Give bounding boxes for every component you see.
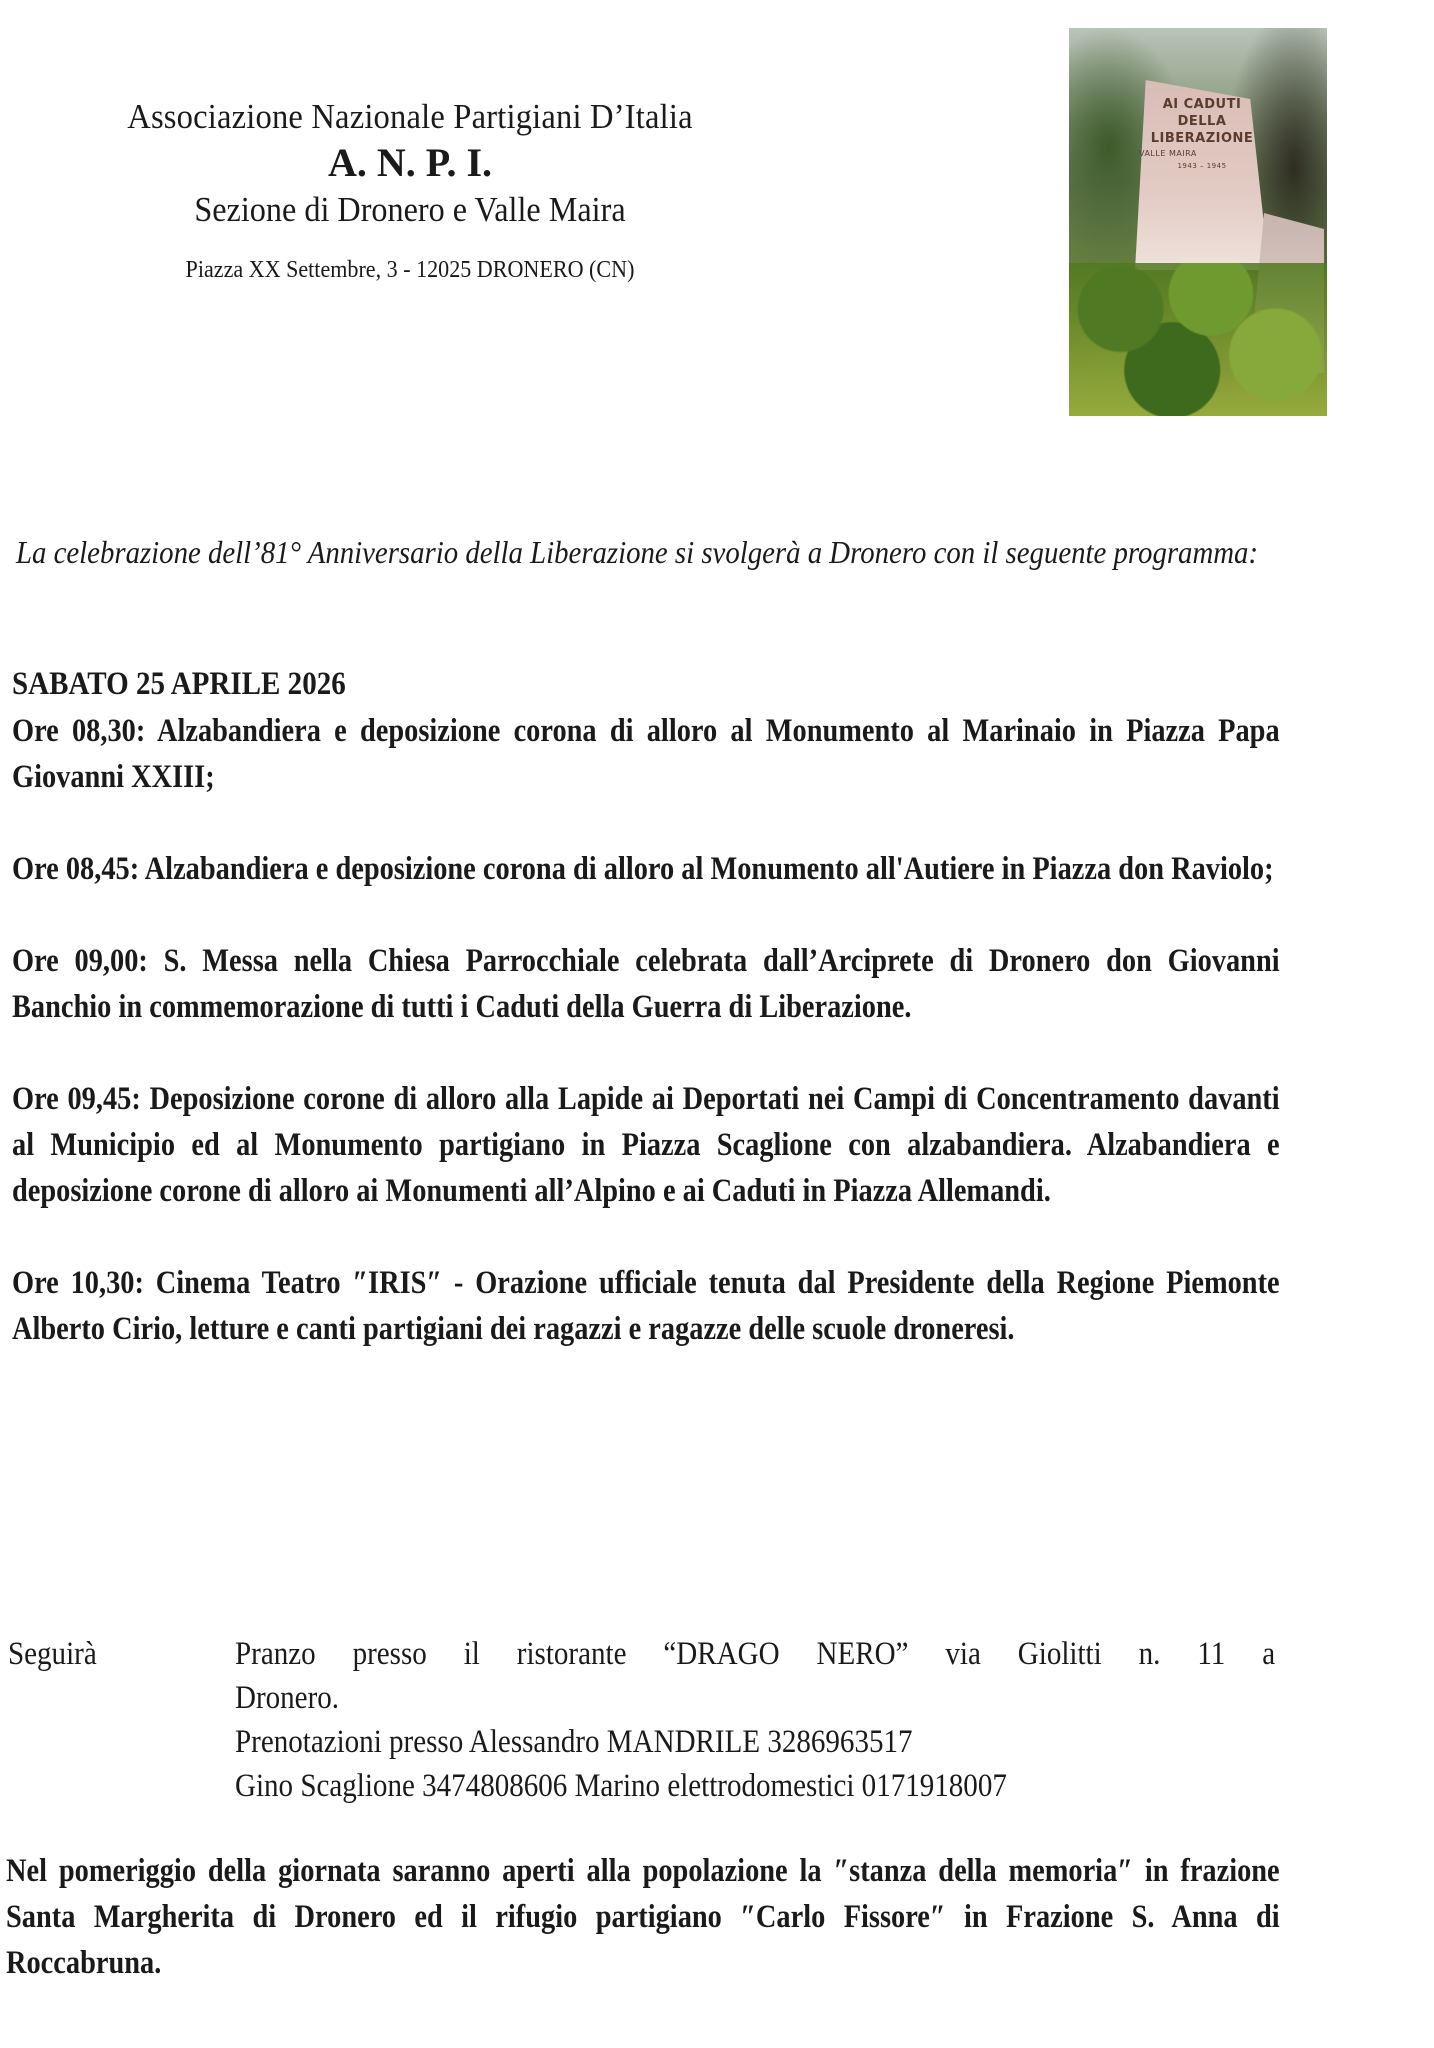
inscription-line: 1943 – 1945	[1177, 162, 1227, 170]
inscription-line: AI CADUTI	[1162, 97, 1242, 112]
program	[12, 662, 1280, 1352]
program-event: Ore 09,45: Deposizione corone di alloro alla Lapide ai Deportati nei Campi di Concentramento davanti al Municipio ed al Monumento partigiano in Piazza Scaglione con alzabandiera. Alzabandiera e deposizione corone di alloro ai Monumenti all’Alpino e ai Caduti in Piazza Allemandi.	[12, 1081, 1280, 1209]
reservation-line: Prenotazioni presso Alessandro MANDRILE 3286963517	[235, 1724, 913, 1760]
organization-address: Piazza XX Settembre, 3 - 12025 DRONERO (CN)	[185, 257, 635, 283]
foliage	[1069, 263, 1327, 416]
intro-paragraph: La celebrazione dell’81° Anniversario della Liberazione si svolgerà a Dronero con il seguente programma:	[16, 534, 1259, 570]
letterhead	[60, 95, 760, 285]
program-event: Ore 10,30: Cinema Teatro ″IRIS″ - Orazione ufficiale tenuta dal Presidente della Regione Piemonte Alberto Cirio, letture e canti partigiani dei ragazzi e ragazze delle scuole droneresi.	[12, 1265, 1280, 1347]
lunch-line: Dronero.	[235, 1680, 340, 1716]
afternoon-paragraph	[6, 1848, 1280, 1986]
program-date: SABATO 25 APRILE 2026	[12, 666, 346, 702]
afternoon-text: Nel pomeriggio della giornata saranno aperti alla popolazione la ″stanza della memoria″ in frazione Santa Margherita di Dronero ed il rifugio partigiano ″Carlo Fissore″ in Frazione S. Anna di Roccabruna.	[6, 1853, 1280, 1981]
reservation-line: Gino Scaglione 3474808606 Marino elettrodomestici 0171918007	[235, 1768, 1007, 1804]
program-event: Ore 09,00: S. Messa nella Chiesa Parrocchiale celebrata dall’Arciprete di Dronero don Giovanni Banchio in commemorazione di tutti i Caduti della Guerra di Liberazione.	[12, 943, 1280, 1025]
organization-acronym: A. N. P. I.	[327, 140, 493, 185]
inscription-line: LIBERAZIONE	[1150, 131, 1254, 146]
monument-inscription	[1135, 96, 1269, 171]
lunch-details	[235, 1632, 1275, 1808]
organization-section: Sezione di Dronero e Valle Maira	[194, 190, 626, 229]
monument-photo	[1069, 28, 1327, 416]
lunch-label: Seguirà	[8, 1636, 97, 1672]
lunch-line: Pranzo presso il ristorante “DRAGO NERO” via Giolitti n. 11 a	[235, 1636, 1276, 1672]
inscription-line: DELLA	[1177, 114, 1227, 129]
program-event: Ore 08,45: Alzabandiera e deposizione corona di alloro al Monumento all'Autiere in Piazza don Raviolo;	[12, 851, 1274, 887]
inscription-line: VALLE MAIRA	[1139, 149, 1197, 158]
organization-name: Associazione Nazionale Partigiani D’Italia	[127, 97, 693, 136]
program-event: Ore 08,30: Alzabandiera e deposizione corona di alloro al Monumento al Marinaio in Piazza Papa Giovanni XXIII;	[12, 713, 1280, 795]
